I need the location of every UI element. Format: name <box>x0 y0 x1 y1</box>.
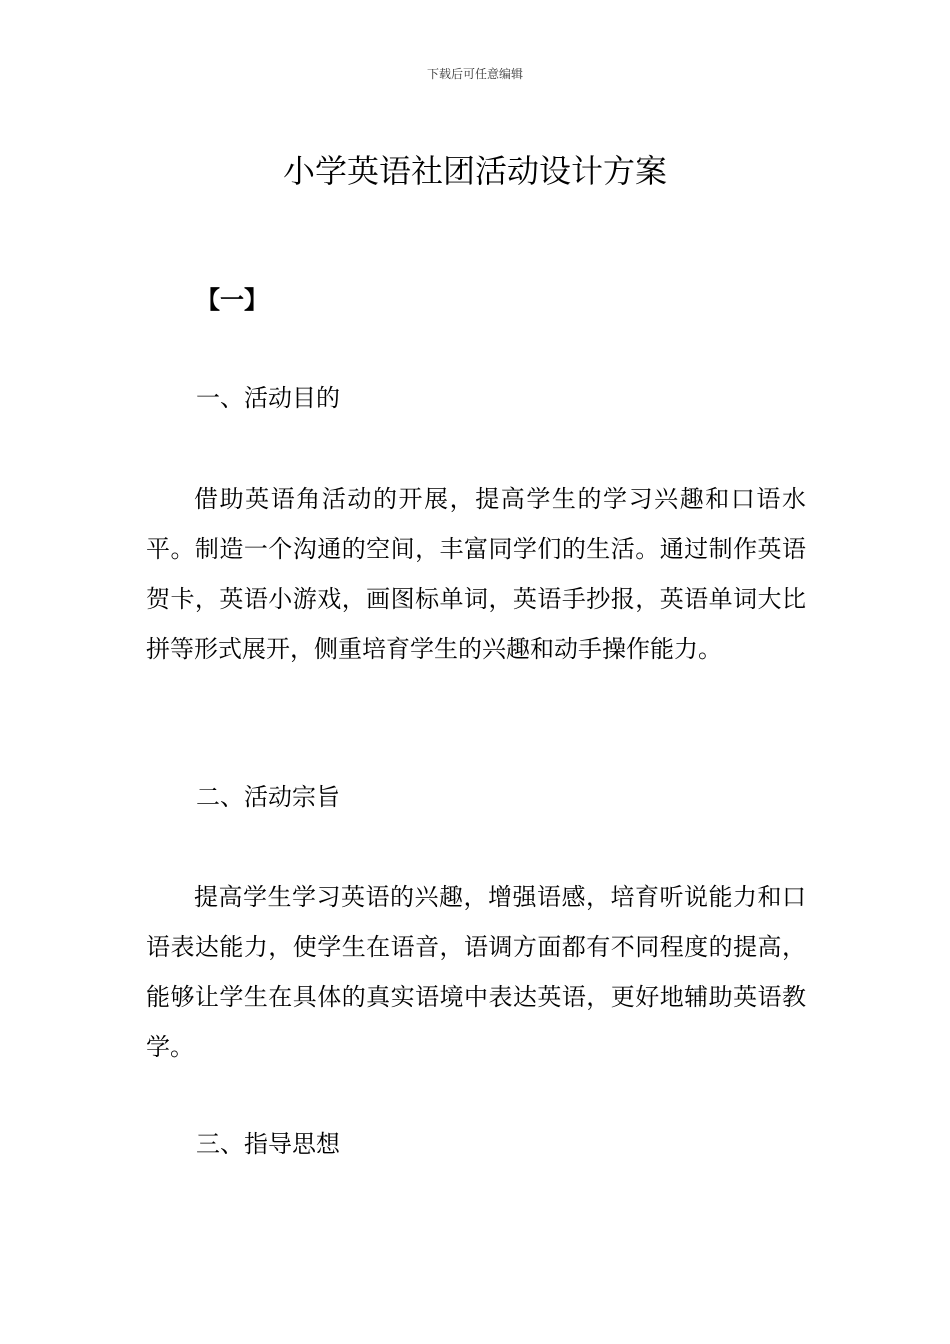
section-paragraph-aim: 提高学生学习英语的兴趣，增强语感，培育听说能力和口语表达能力，使学生在语音，语调方面都有不同程度的提高，能够让学生在具体的真实语境中表达英语，更好地辅助英语教学。 <box>146 883 806 1061</box>
section-heading-aim: 二、活动宗旨 <box>196 783 340 811</box>
section-heading-guiding-idea: 三、指导思想 <box>196 1130 340 1158</box>
header-note: 下载后可任意编辑 <box>426 67 523 81</box>
section-mark: 【一】 <box>196 285 268 314</box>
section-paragraph-purpose: 借助英语角活动的开展，提高学生的学习兴趣和口语水平。制造一个沟通的空间，丰富同学们的生活。通过制作英语贺卡，英语小游戏，画图标单词，英语手抄报，英语单词大比拼等形式展开，侧重培育学生的兴趣和动手操作能力。 <box>146 485 806 663</box>
document-title: 小学英语社团活动设计方案 <box>282 152 667 191</box>
section-heading-purpose: 一、活动目的 <box>196 384 340 412</box>
